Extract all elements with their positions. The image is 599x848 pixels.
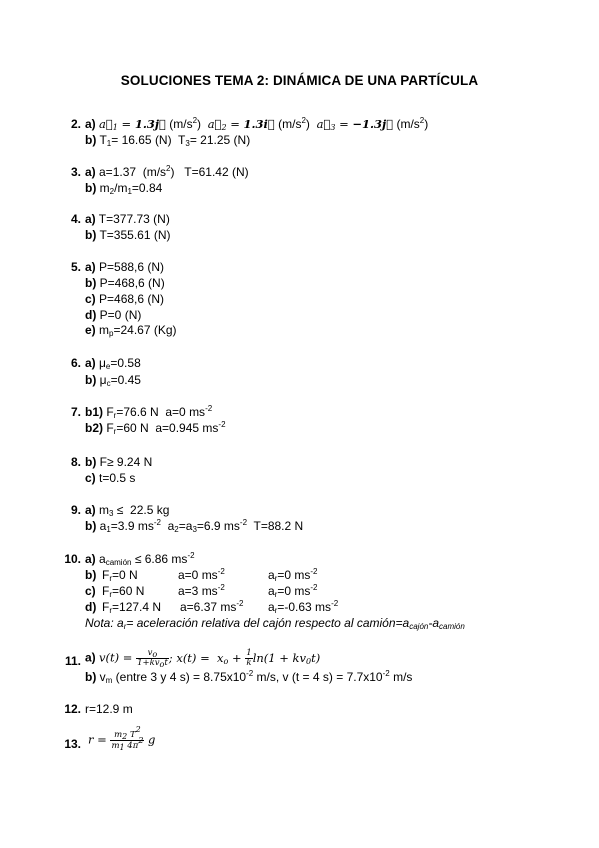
answer-text: T=377.73 (N)	[98, 212, 170, 226]
note-text: Nota: $a_r=$ aceleración relativa del cajón respecto al $camión=a_{cajón}-a_{camión}$	[85, 616, 465, 631]
answer-line	[85, 584, 96, 598]
part-label: a)	[85, 356, 96, 370]
part-label: b)	[85, 181, 97, 195]
problem-number: 5.	[70, 260, 81, 274]
vector-a3: $a⃗_3$ =	[316, 117, 353, 132]
answer-line: e) $m_p=24.67$ (Kg)	[85, 323, 177, 338]
part-label: b)	[85, 228, 97, 242]
problem-number: 3.	[70, 165, 81, 179]
answer-line	[85, 600, 96, 614]
part-label: b)	[85, 373, 97, 387]
fraction: $\frac{v_o}{1+kv_ot}$	[137, 648, 168, 669]
part-label: b)	[85, 519, 97, 533]
problem-number: 6.	[70, 356, 81, 370]
answer-line: a) $\mu_e=0.58$	[85, 356, 141, 371]
answer-line: b) $\mu_c=0.45$	[85, 373, 141, 388]
part-label: a)	[85, 503, 96, 517]
part-label: a)	[85, 552, 96, 566]
answer-cell: a=3 $ms^{-2}$	[178, 583, 225, 598]
answer-text: F≥ 9.24 N	[99, 455, 153, 469]
part-label: c)	[85, 584, 96, 598]
vector-value: −1.3j⃗	[352, 117, 394, 131]
part-label: b1)	[85, 405, 103, 419]
answer-line	[85, 455, 152, 469]
part-label: d)	[85, 600, 97, 614]
answer-line: a) v(t) = $\frac{v_o}{1+kv_ot}$ ; $x(t) = x_o$ + $\frac{1}{k}$ $\ln(1 + kv_0t)$	[85, 648, 321, 669]
fraction: $\frac{1}{k}$	[246, 648, 252, 668]
answer-line	[85, 276, 165, 290]
answer-cell: $a_r=-0.63$ $ms^{-2}$	[268, 599, 339, 615]
part-label: e)	[85, 323, 96, 337]
answer-text: P=468,6 (N)	[99, 292, 165, 306]
problem-number: 7.	[70, 405, 81, 419]
answer-line	[85, 212, 170, 226]
answer-text: T=355.61 (N)	[99, 228, 171, 242]
page-title: SOLUCIONES TEMA 2: DINÁMICA DE UNA PARTÍCULA	[120, 73, 479, 88]
answer-cell: $F_r=127.4$ N	[102, 600, 162, 615]
answer-line: b1) $F_r=76.6$ N a=0 $ms^{-2}$	[85, 404, 213, 420]
problem-number: 11.	[64, 654, 81, 668]
answer-cell: $F_r=0$ N	[102, 568, 138, 583]
answer-line: a) $m_3 \le 22.5$ kg	[85, 503, 170, 518]
part-label: a)	[85, 117, 96, 131]
answer-line	[85, 471, 135, 485]
problem-number: 8.	[70, 455, 81, 469]
answer-text: r=12.9 m	[85, 702, 133, 716]
answer-line: b) $m_2/m_1=0.84$	[85, 181, 163, 196]
answer-cell: a=0 $ms^{-2}$	[178, 567, 225, 582]
problem-number: 13.	[64, 737, 81, 751]
vector-value: 1.3j⃗	[134, 117, 166, 131]
velocity-formula: v(t) =	[99, 650, 137, 665]
answer-text: P=0 (N)	[99, 308, 142, 322]
answer-text: t=0.5 s	[99, 471, 136, 485]
answer-line: b) $T_1= 16.65$ (N) $T_3= 21.25$ (N)	[85, 133, 251, 148]
part-label: a)	[85, 650, 96, 665]
answer-line: b) $a_1=3.9$ $ms^{-2}$ $a_2=a_3=6.9$ $ms^{-2}$ T=88.2 N	[85, 518, 304, 534]
part-label: d)	[85, 308, 97, 322]
problem-number: 4.	[70, 212, 81, 226]
part-label: b)	[85, 133, 97, 147]
part-label: b)	[85, 568, 97, 582]
answer-cell: $a_r=0$ $ms^{-2}$	[268, 567, 318, 583]
answer-line: a) $a_{camión} \le 6.86$ $ms^{-2}$	[85, 551, 195, 567]
part-label: a)	[85, 212, 96, 226]
answer-line	[85, 308, 141, 322]
fraction: $\frac{m_2 T^2}{m_1 4\pi^2}$	[111, 725, 144, 752]
part-label: c)	[85, 471, 96, 485]
answer-line	[85, 568, 96, 582]
answer-cell: $F_r=60$ N	[102, 584, 145, 599]
answer-line: b) $v_m$ (entre 3 y 4 $s) = 8.75x10^{-2}$ m/s, v (t = 4 $s) = 7.7x10^{-2}$ m/s	[85, 669, 413, 685]
part-label: b)	[85, 276, 97, 290]
answer-text: P=588,6 (N)	[99, 260, 165, 274]
radius-formula: r = $\frac{m_2 T^2}{m_1 4\pi^2}$ g	[88, 725, 156, 752]
problem-number: 10.	[64, 552, 81, 566]
part-label: a)	[85, 260, 96, 274]
part-label: c)	[85, 292, 96, 306]
answer-line	[85, 228, 171, 242]
part-label: a)	[85, 165, 96, 179]
answer-line: a) $a⃗_1$ = 1.3j⃗ $(m/s^2)$ $a⃗_2$ = 1.3i⃗ $(m/s^2)$ $a⃗_3$ = −1.3j⃗ $(m/s^2)$	[85, 116, 429, 132]
vector-a2: $a⃗_2$ =	[207, 117, 244, 132]
answer-line: b2) $F_r=60$ N a=0.945 $ms^{-2}$	[85, 420, 226, 436]
problem-number: 12.	[64, 702, 81, 716]
part-label: b2)	[85, 421, 103, 435]
answer-text: P=468,6 (N)	[99, 276, 165, 290]
problem-number: 9.	[70, 503, 81, 517]
answer-line: a) a=1.37 $(m/s^2)$ T=61.42 (N)	[85, 164, 249, 179]
vector-a1: $a⃗_1$ =	[99, 117, 135, 132]
answer-line	[85, 292, 164, 306]
vector-value: 1.3i⃗	[243, 117, 275, 131]
answer-cell: $a_r=0$ $ms^{-2}$	[268, 583, 318, 599]
position-formula: $\ln(1 + kv_0t)$	[252, 650, 321, 666]
answer-line	[85, 260, 164, 274]
part-label: b)	[85, 670, 97, 684]
part-label: b)	[85, 455, 97, 469]
problem-number: 2.	[70, 117, 81, 131]
answer-cell: a=6.37 $ms^{-2}$	[180, 599, 244, 614]
